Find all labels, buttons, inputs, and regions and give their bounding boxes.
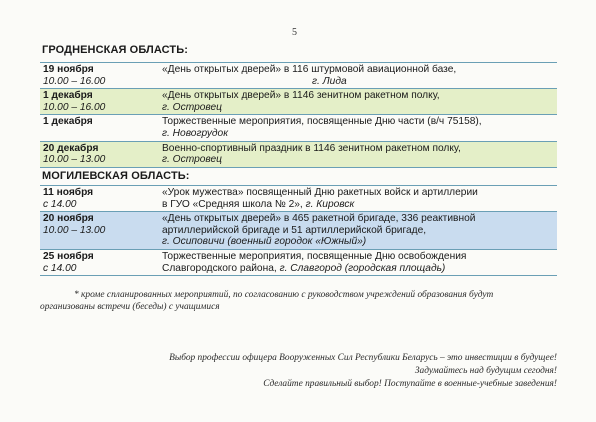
event-place: г. Лида [312,75,347,87]
event-description: Военно-спортивный праздник в 1146 зенитном ракетном полку, [162,142,461,154]
event-date: 20 декабря [43,142,99,154]
event-date: 1 декабря [43,90,93,102]
table-row [40,212,557,250]
table-row [40,115,557,141]
event-place: г. Кировск [305,198,355,210]
event-time: с 14.00 [43,262,77,274]
motto-line: Выбор профессии офицера Вооруженных Сил Республики Беларусь – это инвестиции в будущее! [169,353,557,363]
event-description: «Урок мужества» посвященный Дню ракетных войск и артиллерии [162,187,478,198]
event-date: 20 ноября [43,213,94,225]
event-time: 10.00 – 16.00 [43,101,106,113]
event-description-cont: Славгородского района, [162,262,277,274]
event-place: г. Островец [162,101,222,113]
event-place: г. Славгород (городская площадь) [279,262,446,274]
event-time: 10.00 – 13.00 [43,154,106,166]
page-number: 5 [292,27,297,38]
event-date: 11 ноября [43,187,94,198]
events-table-grodno [40,62,557,168]
events-table-mogilev [40,185,557,276]
event-time: 10.00 – 13.00 [43,224,106,236]
footnote-line: организованы встречи (беседы) с учащимися [40,302,220,312]
event-description: «День открытых дверей» в 465 ракетной бригаде, 336 реактивной [162,213,476,225]
table-row [40,89,557,115]
event-description: «День открытых дверей» в 116 штурмовой авиационной базе, [162,64,457,75]
event-date: 1 декабря [43,116,93,128]
event-time: с 14.00 [43,198,77,210]
event-place: г. Островец [162,154,222,166]
event-date: 25 ноября [43,251,94,263]
event-description-cont: в ГУО «Средняя школа № 2», [162,198,303,210]
closing-motto [169,352,557,391]
event-place: г. Новогрудок [162,127,229,139]
event-description: Торжественные мероприятия, посвященные Дню части (в/ч 75158), [162,116,482,128]
event-description-cont: артиллерийской бригаде и 51 артиллерийской бригаде, [162,224,427,236]
table-row [40,186,557,212]
section-title-mogilev: МОГИЛЕВСКАЯ ОБЛАСТЬ: [42,170,190,182]
table-row [40,141,557,167]
footnote [40,289,560,313]
event-date: 19 ноября [43,64,94,75]
table-row [40,63,557,89]
motto-line: Сделайте правильный выбор! Поступайте в военные-учебные заведения! [263,379,557,389]
motto-line: Задумайтесь над будущим сегодня! [414,366,557,376]
section-title-grodno: ГРОДНЕНСКАЯ ОБЛАСТЬ: [42,44,188,56]
event-description: Торжественные мероприятия, посвященные Дню освобождения [162,251,467,263]
footnote-line: * кроме спланированных мероприятий, по согласованию с руководством учреждений образования будут [74,290,494,300]
event-description: «День открытых дверей» в 1146 зенитном ракетном полку, [162,90,440,102]
table-row [40,250,557,276]
event-time: 10.00 – 16.00 [43,75,106,87]
event-place: г. Осиповичи (военный городок «Южный») [162,236,367,248]
